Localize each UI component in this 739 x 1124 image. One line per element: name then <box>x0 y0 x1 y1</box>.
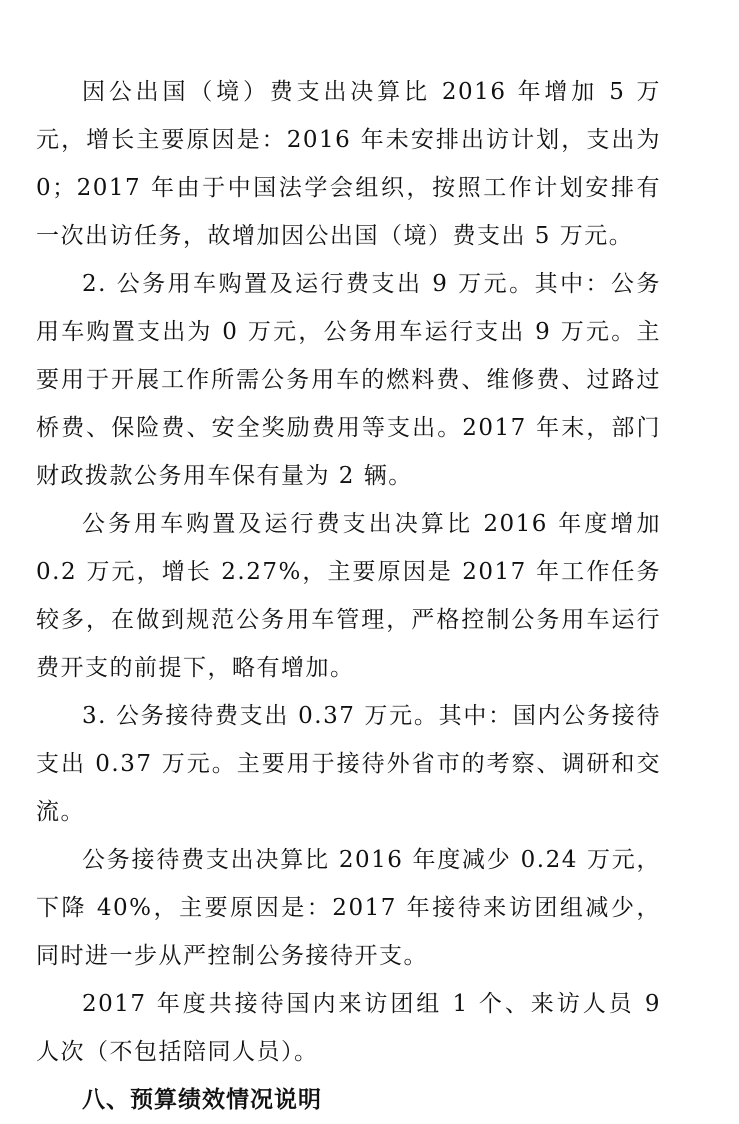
paragraph-reception-expense: 3. 公务接待费支出 0.37 万元。其中：国内公务接待支出 0.37 万元。主要用于接待外省市的考察、调研和交流。 <box>36 703 661 825</box>
paragraph-reception-expense-comparison: 公务接待费支出决算比 2016 年度减少 0.24 万元，下降 40%，主要原因是：2017 年接待来访团组减少，同时进一步从严控制公务接待开支。 <box>36 847 661 969</box>
paragraph-visiting-delegations: 2017 年度共接待国内来访团组 1 个、来访人员 9 人次（不包括陪同人员）。 <box>36 991 661 1065</box>
section-heading: 八、预算绩效情况说明 <box>82 1087 322 1113</box>
paragraph-overseas-travel-expense: 因公出国（境）费支出决算比 2016 年增加 5 万元，增长主要原因是：2016 年未安排出访计划，支出为 0；2017 年由于中国法学会组织，按照工作计划安排有一次出访任务，故增加因公出国（境）费支出 5 万元。 <box>36 79 661 249</box>
paragraph-vehicle-expense-comparison: 公务用车购置及运行费支出决算比 2016 年度增加 0.2 万元，增长 2.27%，主要原因是 2017 年工作任务较多，在做到规范公务用车管理，严格控制公务用车运行费开支的前提下，略有增加。 <box>36 511 661 681</box>
paragraph-vehicle-expense: 2. 公务用车购置及运行费支出 9 万元。其中：公务用车购置支出为 0 万元，公务用车运行支出 9 万元。主要用于开展工作所需公务用车的燃料费、维修费、过路过桥费、保险费、安全奖励费用等支出。2017 年末，部门财政拨款公务用车保有量为 2 辆。 <box>36 271 661 489</box>
